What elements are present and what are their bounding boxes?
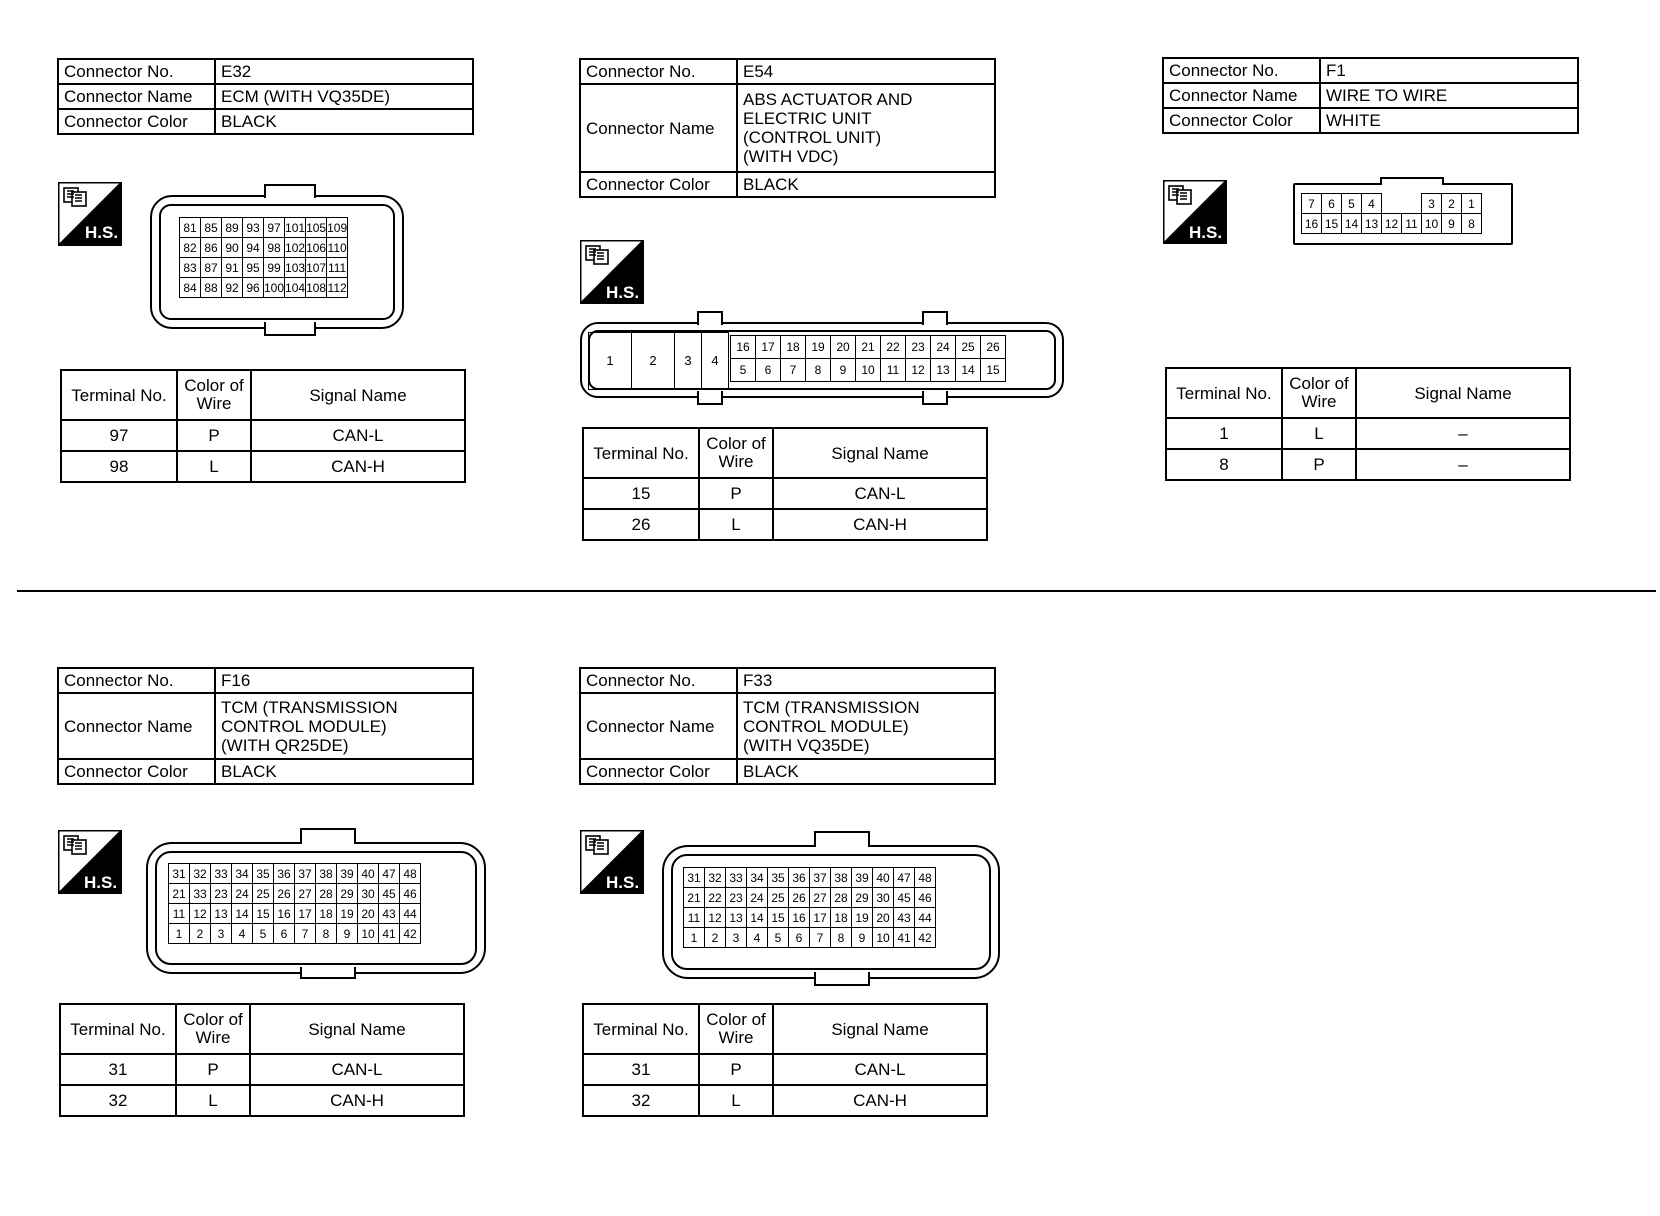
pin-cell: 105 <box>306 218 327 238</box>
pin-cell: 4 <box>232 924 253 944</box>
pin-cell: 85 <box>201 218 222 238</box>
pin-cell: 18 <box>781 336 806 359</box>
connector-name-value: TCM (TRANSMISSION CONTROL MODULE) (WITH QR25DE) <box>215 693 473 759</box>
pin-grid-f33 <box>683 867 936 948</box>
pin-cell: 17 <box>756 336 781 359</box>
connector-info-table <box>1162 57 1579 134</box>
pin-cell: 19 <box>806 336 831 359</box>
pin-cell: 43 <box>379 904 400 924</box>
pin-cell: 86 <box>201 238 222 258</box>
pin-cell: 15 <box>768 908 789 928</box>
pin-cell: 81 <box>180 218 201 238</box>
pin-cell: 34 <box>747 868 768 888</box>
pin-cell: 3 <box>675 333 702 390</box>
pin-cell: 21 <box>856 336 881 359</box>
pin-cell: 16 <box>789 908 810 928</box>
pin-cell: 21 <box>684 888 705 908</box>
hs-label: H.S. <box>1189 223 1223 242</box>
pin-cell: 22 <box>705 888 726 908</box>
pin-cell: 42 <box>915 928 936 948</box>
pin-cell: 30 <box>873 888 894 908</box>
pin-grid-f16 <box>168 863 421 944</box>
connector-no-label: Connector No. <box>58 59 215 84</box>
table-row: 31 P CAN-L <box>60 1054 464 1085</box>
terminal-no-header: Terminal No. <box>1166 368 1282 418</box>
connector-info-table <box>579 667 996 785</box>
pin-cell: 33 <box>190 884 211 904</box>
connector-color-value: WHITE <box>1320 108 1578 133</box>
pin-cell: 18 <box>316 904 337 924</box>
pin-cell: 12 <box>906 359 931 382</box>
pin-cell: 46 <box>915 888 936 908</box>
terminal-table-e54 <box>582 427 988 541</box>
pin-cell: 2 <box>190 924 211 944</box>
pin-cell: 20 <box>831 336 856 359</box>
connector-name-value: ABS ACTUATOR AND ELECTRIC UNIT (CONTROL UNIT) (WITH VDC) <box>737 84 995 172</box>
signal-name-header: Signal Name <box>773 428 987 478</box>
pin-cell: 24 <box>232 884 253 904</box>
terminal-table-f1 <box>1165 367 1571 481</box>
pin-cell: 14 <box>956 359 981 382</box>
connector-no-value: F16 <box>215 668 473 693</box>
pin-cell: 11 <box>169 904 190 924</box>
pin-grid-f1 <box>1301 193 1482 234</box>
pin-cell: 90 <box>222 238 243 258</box>
pin-grid-e54-large <box>588 332 729 390</box>
pin-cell: 87 <box>201 258 222 278</box>
pin-cell: 107 <box>306 258 327 278</box>
pin-cell: 28 <box>316 884 337 904</box>
pin-cell: 9 <box>852 928 873 948</box>
connector-color-label: Connector Color <box>58 109 215 134</box>
wire-color-header: Color of Wire <box>177 370 251 420</box>
connector-info-table <box>579 58 996 198</box>
table-row: 26 L CAN-H <box>583 509 987 540</box>
connector-info-table <box>57 58 474 135</box>
pin-cell: 9 <box>337 924 358 944</box>
pin-cell: 14 <box>747 908 768 928</box>
pin-cell: 18 <box>831 908 852 928</box>
pin-cell: 10 <box>873 928 894 948</box>
pin-cell: 33 <box>726 868 747 888</box>
pin-cell: 11 <box>684 908 705 928</box>
connector-no-label: Connector No. <box>580 59 737 84</box>
wire-color-header: Color of Wire <box>1282 368 1356 418</box>
pin-cell: 25 <box>956 336 981 359</box>
pin-cell: 48 <box>915 868 936 888</box>
pin-cell: 30 <box>358 884 379 904</box>
wire-color-header: Color of Wire <box>699 1004 773 1054</box>
terminal-no-header: Terminal No. <box>61 370 177 420</box>
pin-cell: 12 <box>190 904 211 924</box>
terminal-no-header: Terminal No. <box>60 1004 176 1054</box>
pin-cell: 15 <box>981 359 1006 382</box>
pin-cell: 5 <box>253 924 274 944</box>
pin-cell: 6 <box>274 924 295 944</box>
pin-cell: 110 <box>327 238 348 258</box>
pin-cell: 99 <box>264 258 285 278</box>
table-row: 8 P – <box>1166 449 1570 480</box>
pin-cell: 42 <box>400 924 421 944</box>
pin-cell: 36 <box>789 868 810 888</box>
connector-color-value: BLACK <box>737 759 995 784</box>
pin-cell: 98 <box>264 238 285 258</box>
pin-cell: 41 <box>379 924 400 944</box>
pin-cell: 8 <box>316 924 337 944</box>
pin-cell: 1 <box>684 928 705 948</box>
pin-cell: 44 <box>915 908 936 928</box>
pin-cell: 82 <box>180 238 201 258</box>
pin-cell: 9 <box>831 359 856 382</box>
pin-cell: 27 <box>295 884 316 904</box>
pin-cell: 34 <box>232 864 253 884</box>
pin-cell: 33 <box>211 864 232 884</box>
terminal-table-f33 <box>582 1003 988 1117</box>
pin-cell: 7 <box>295 924 316 944</box>
pin-cell: 26 <box>981 336 1006 359</box>
pin-cell: 16 <box>731 336 756 359</box>
table-row: 15 P CAN-L <box>583 478 987 509</box>
connector-name-value: ECM (WITH VQ35DE) <box>215 84 473 109</box>
pin-cell: 5 <box>731 359 756 382</box>
pin-cell: 37 <box>810 868 831 888</box>
pin-cell: 31 <box>169 864 190 884</box>
pin-cell: 19 <box>337 904 358 924</box>
pin-cell: 1 <box>589 333 632 390</box>
table-row: 32 L CAN-H <box>583 1085 987 1116</box>
pin-cell: 23 <box>906 336 931 359</box>
table-row: 97 P CAN-L <box>61 420 465 451</box>
connector-name-value: WIRE TO WIRE <box>1320 83 1578 108</box>
pin-cell: 4 <box>1362 194 1382 214</box>
pin-cell: 14 <box>232 904 253 924</box>
pin-cell: 8 <box>1462 214 1482 234</box>
key-slot <box>1402 194 1422 214</box>
pin-cell: 46 <box>400 884 421 904</box>
connector-color-value: BLACK <box>737 172 995 197</box>
pin-cell: 3 <box>726 928 747 948</box>
pin-cell: 29 <box>337 884 358 904</box>
pin-cell: 41 <box>894 928 915 948</box>
pin-cell: 102 <box>285 238 306 258</box>
pin-cell: 4 <box>702 333 729 390</box>
connector-no-value: E54 <box>737 59 995 84</box>
pin-cell: 10 <box>358 924 379 944</box>
pin-cell: 7 <box>1302 194 1322 214</box>
pin-cell: 5 <box>1342 194 1362 214</box>
hs-label: H.S. <box>84 873 118 892</box>
pin-cell: 106 <box>306 238 327 258</box>
pin-cell: 2 <box>1442 194 1462 214</box>
pin-cell: 35 <box>768 868 789 888</box>
wire-color-header: Color of Wire <box>176 1004 250 1054</box>
pin-cell: 17 <box>810 908 831 928</box>
pin-cell: 83 <box>180 258 201 278</box>
pin-cell: 13 <box>726 908 747 928</box>
pin-cell: 12 <box>1382 214 1402 234</box>
table-row: 98 L CAN-H <box>61 451 465 482</box>
pin-cell: 28 <box>831 888 852 908</box>
pin-cell: 35 <box>253 864 274 884</box>
pin-cell: 7 <box>781 359 806 382</box>
pin-cell: 4 <box>747 928 768 948</box>
hs-label: H.S. <box>85 223 119 242</box>
connector-color-value: BLACK <box>215 109 473 134</box>
pin-cell: 10 <box>856 359 881 382</box>
pin-cell: 12 <box>705 908 726 928</box>
pin-cell: 8 <box>831 928 852 948</box>
pin-cell: 25 <box>768 888 789 908</box>
pin-cell: 16 <box>1302 214 1322 234</box>
pin-cell: 26 <box>789 888 810 908</box>
pin-cell: 13 <box>1362 214 1382 234</box>
pin-cell: 92 <box>222 278 243 298</box>
terminal-table-e32 <box>60 369 466 483</box>
pin-cell: 26 <box>274 884 295 904</box>
pin-cell: 20 <box>873 908 894 928</box>
pin-cell: 6 <box>756 359 781 382</box>
pin-cell: 13 <box>211 904 232 924</box>
pin-cell: 43 <box>894 908 915 928</box>
pin-cell: 103 <box>285 258 306 278</box>
connector-name-label: Connector Name <box>58 693 215 759</box>
pin-cell: 6 <box>1322 194 1342 214</box>
connector-name-label: Connector Name <box>58 84 215 109</box>
pin-cell: 7 <box>810 928 831 948</box>
pin-cell: 24 <box>931 336 956 359</box>
pin-cell: 40 <box>873 868 894 888</box>
table-row: 32 L CAN-H <box>60 1085 464 1116</box>
connector-color-label: Connector Color <box>1163 108 1320 133</box>
hs-label: H.S. <box>606 873 640 892</box>
pin-cell: 109 <box>327 218 348 238</box>
pin-cell: 104 <box>285 278 306 298</box>
terminal-table-f16 <box>59 1003 465 1117</box>
pin-cell: 47 <box>379 864 400 884</box>
table-row: 1 L – <box>1166 418 1570 449</box>
connector-info-table <box>57 667 474 785</box>
connector-name-label: Connector Name <box>1163 83 1320 108</box>
terminal-no-header: Terminal No. <box>583 1004 699 1054</box>
hs-label: H.S. <box>606 283 640 302</box>
pin-cell: 44 <box>400 904 421 924</box>
pin-cell: 25 <box>253 884 274 904</box>
table-row: 31 P CAN-L <box>583 1054 987 1085</box>
pin-cell: 15 <box>253 904 274 924</box>
signal-name-header: Signal Name <box>773 1004 987 1054</box>
connector-color-label: Connector Color <box>580 759 737 784</box>
pin-cell: 97 <box>264 218 285 238</box>
pin-cell: 45 <box>894 888 915 908</box>
pin-grid-e32 <box>179 217 348 298</box>
connector-e54 <box>579 58 996 198</box>
pin-grid-e54 <box>730 335 1006 382</box>
pin-cell: 3 <box>211 924 232 944</box>
pin-cell: 31 <box>684 868 705 888</box>
pin-cell: 39 <box>852 868 873 888</box>
pin-cell: 94 <box>243 238 264 258</box>
pin-cell: 38 <box>831 868 852 888</box>
pin-cell: 1 <box>1462 194 1482 214</box>
pin-cell: 89 <box>222 218 243 238</box>
pin-cell: 32 <box>705 868 726 888</box>
pin-cell: 91 <box>222 258 243 278</box>
pin-cell: 112 <box>327 278 348 298</box>
pin-cell: 96 <box>243 278 264 298</box>
pin-cell: 23 <box>211 884 232 904</box>
connector-f1 <box>1162 57 1579 134</box>
pin-cell: 48 <box>400 864 421 884</box>
pin-cell: 13 <box>931 359 956 382</box>
pin-cell: 3 <box>1422 194 1442 214</box>
pin-cell: 111 <box>327 258 348 278</box>
pin-cell: 88 <box>201 278 222 298</box>
pin-cell: 11 <box>881 359 906 382</box>
pin-cell: 93 <box>243 218 264 238</box>
pin-cell: 95 <box>243 258 264 278</box>
wire-color-header: Color of Wire <box>699 428 773 478</box>
pin-cell: 6 <box>789 928 810 948</box>
pin-cell: 45 <box>379 884 400 904</box>
connector-color-value: BLACK <box>215 759 473 784</box>
pin-cell: 47 <box>894 868 915 888</box>
pin-cell: 8 <box>806 359 831 382</box>
pin-cell: 20 <box>358 904 379 924</box>
pin-cell: 27 <box>810 888 831 908</box>
pin-cell: 1 <box>169 924 190 944</box>
signal-name-header: Signal Name <box>1356 368 1570 418</box>
pin-cell: 22 <box>881 336 906 359</box>
pin-cell: 11 <box>1402 214 1422 234</box>
connector-f16 <box>57 667 474 785</box>
pin-cell: 38 <box>316 864 337 884</box>
pin-cell: 14 <box>1342 214 1362 234</box>
connector-color-label: Connector Color <box>58 759 215 784</box>
pin-cell: 5 <box>768 928 789 948</box>
connector-no-label: Connector No. <box>580 668 737 693</box>
connector-f33 <box>579 667 996 785</box>
connector-color-label: Connector Color <box>580 172 737 197</box>
connector-name-label: Connector Name <box>580 84 737 172</box>
signal-name-header: Signal Name <box>250 1004 464 1054</box>
key-slot <box>1382 194 1402 214</box>
pin-cell: 108 <box>306 278 327 298</box>
connector-no-value: F33 <box>737 668 995 693</box>
pin-cell: 23 <box>726 888 747 908</box>
pin-cell: 29 <box>852 888 873 908</box>
connector-no-label: Connector No. <box>1163 58 1320 83</box>
pin-cell: 40 <box>358 864 379 884</box>
pin-cell: 15 <box>1322 214 1342 234</box>
pin-cell: 2 <box>632 333 675 390</box>
connector-name-label: Connector Name <box>580 693 737 759</box>
pin-cell: 39 <box>337 864 358 884</box>
pin-cell: 100 <box>264 278 285 298</box>
connector-no-value: F1 <box>1320 58 1578 83</box>
pin-cell: 37 <box>295 864 316 884</box>
pin-cell: 10 <box>1422 214 1442 234</box>
connector-no-label: Connector No. <box>58 668 215 693</box>
pin-cell: 19 <box>852 908 873 928</box>
section-divider <box>17 590 1656 592</box>
pin-cell: 9 <box>1442 214 1462 234</box>
signal-name-header: Signal Name <box>251 370 465 420</box>
terminal-no-header: Terminal No. <box>583 428 699 478</box>
connector-no-value: E32 <box>215 59 473 84</box>
pin-cell: 32 <box>190 864 211 884</box>
pin-cell: 84 <box>180 278 201 298</box>
connector-name-value: TCM (TRANSMISSION CONTROL MODULE) (WITH VQ35DE) <box>737 693 995 759</box>
pin-cell: 17 <box>295 904 316 924</box>
connector-e32 <box>57 58 474 135</box>
pin-cell: 16 <box>274 904 295 924</box>
pin-cell: 21 <box>169 884 190 904</box>
pin-cell: 24 <box>747 888 768 908</box>
pin-cell: 2 <box>705 928 726 948</box>
pin-cell: 36 <box>274 864 295 884</box>
pin-cell: 101 <box>285 218 306 238</box>
